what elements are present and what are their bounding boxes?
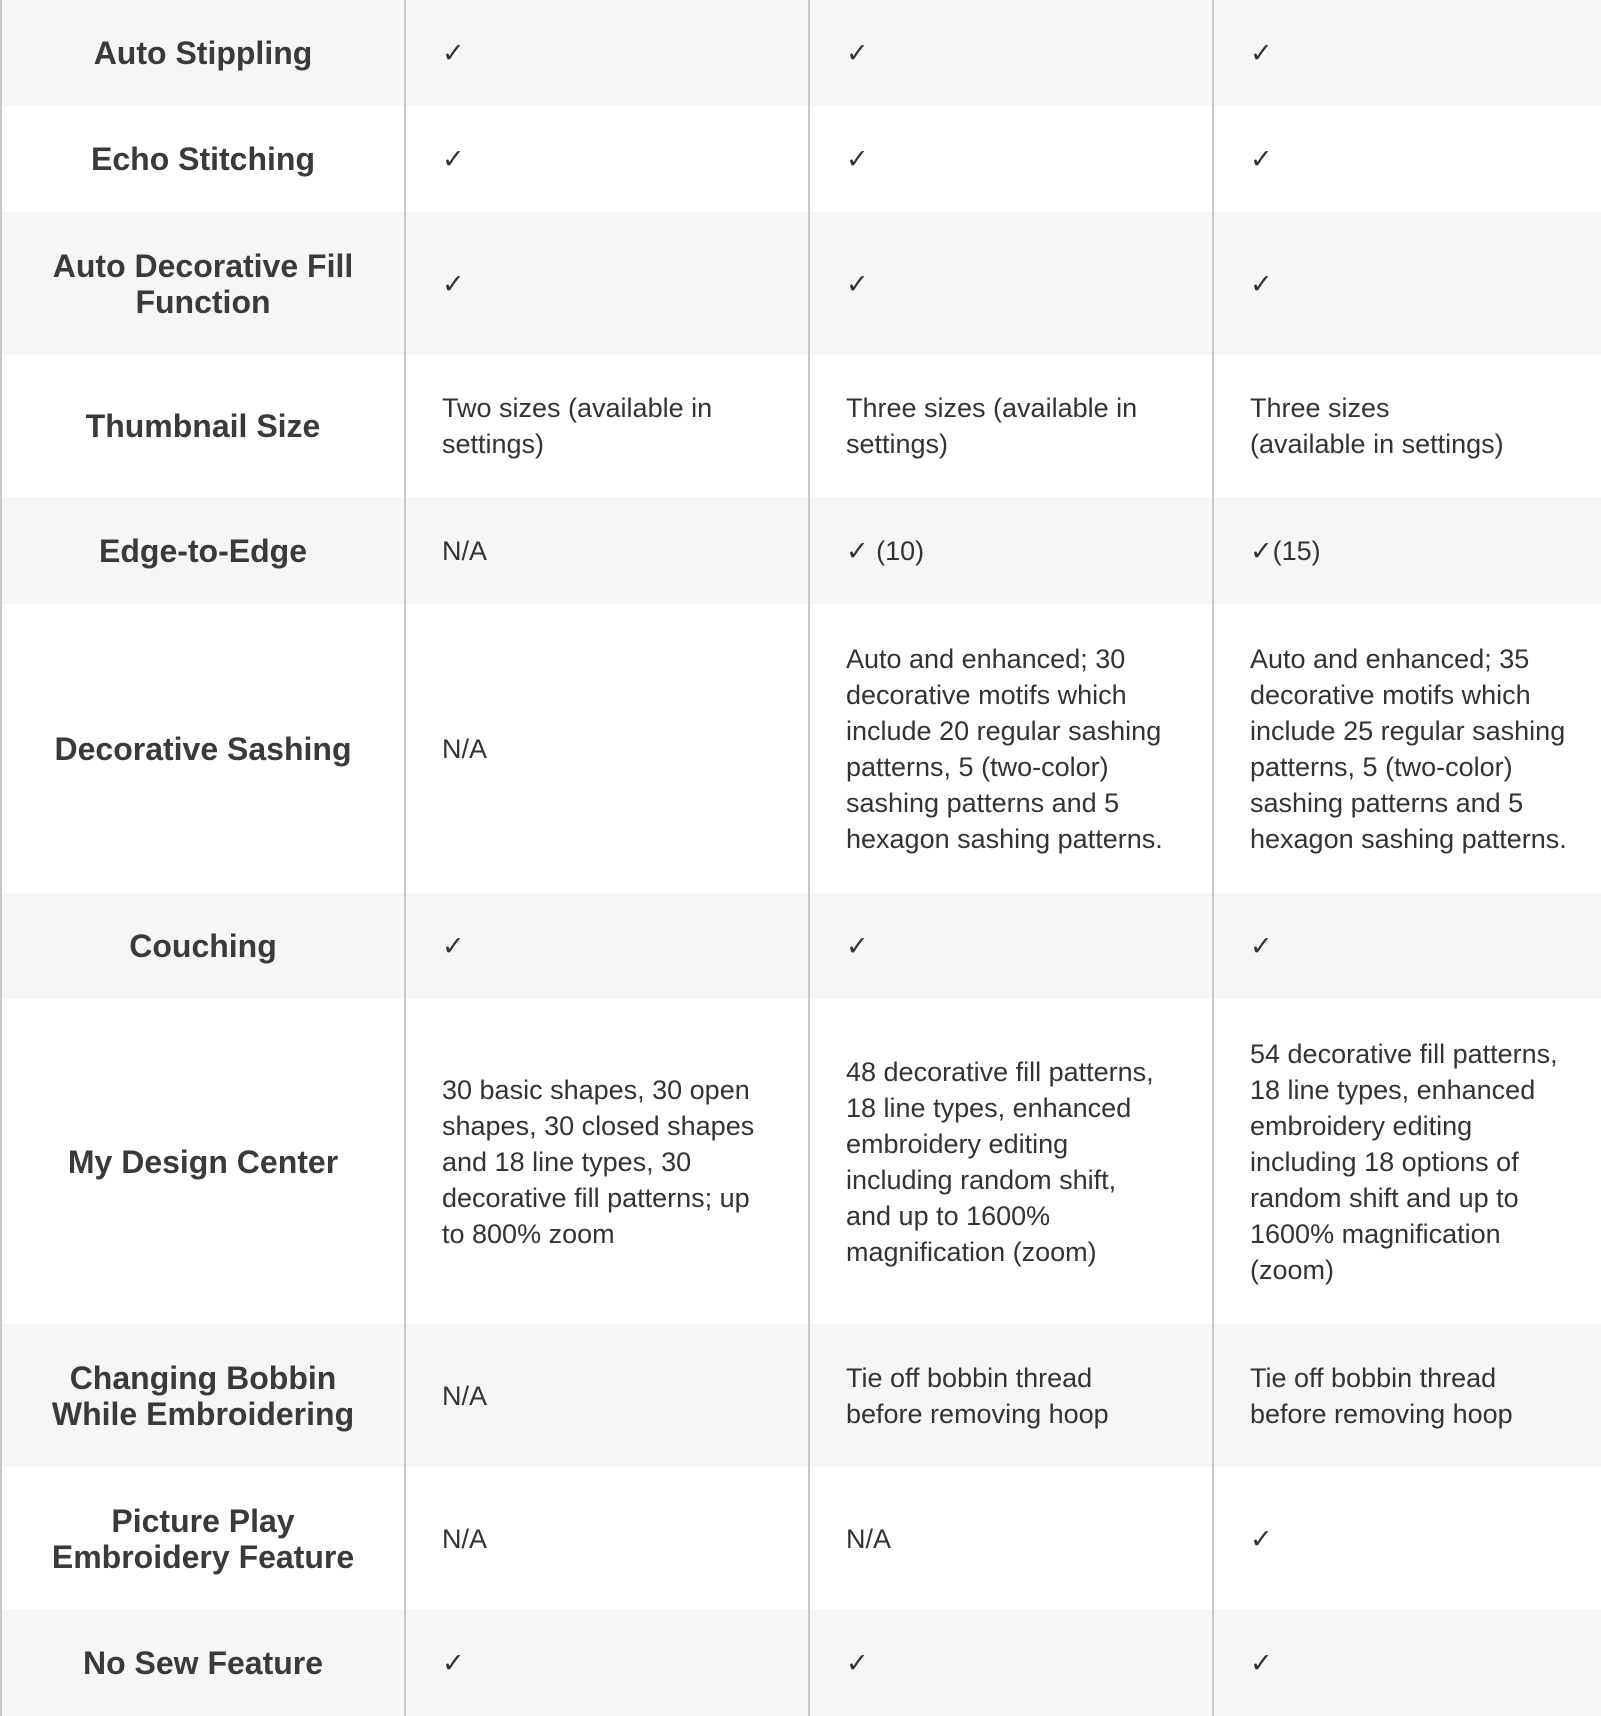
value-cell: ✓	[1250, 1648, 1273, 1678]
value-cell: ✓	[406, 893, 810, 999]
feature-name: Thumbnail Size	[2, 355, 406, 497]
table-row	[2, 1324, 1601, 1467]
feature-name: Changing Bobbin While Embroidering	[2, 1324, 406, 1467]
table-row	[2, 355, 1601, 497]
feature-name: Decorative Sashing	[2, 604, 406, 893]
feature-name: Auto Decorative Fill Function	[2, 212, 406, 355]
value-cell: Tie off bobbin thread before removing hoop	[810, 1324, 1214, 1467]
table-row	[2, 0, 1601, 106]
feature-name: Couching	[2, 893, 406, 999]
value-cell: ✓(15)	[1250, 535, 1321, 566]
value-cell: N/A	[406, 1324, 810, 1467]
value-cell: Three sizes (available in settings)	[1250, 393, 1504, 459]
feature-name: Edge-to-Edge	[2, 497, 406, 604]
feature-name: No Sew Feature	[2, 1610, 406, 1716]
value-cell: ✓	[406, 0, 810, 106]
value-cell: ✓	[810, 893, 1214, 999]
value-cell: 48 decorative fill patterns, 18 line types, enhanced embroidery editing including random shift, and up to 1600% magnification (zoom)	[810, 999, 1214, 1324]
value-cell: 30 basic shapes, 30 open shapes, 30 closed shapes and 18 line types, 30 decorative fill patterns; up to 800% zoom	[406, 999, 810, 1324]
value-cell: ✓ (10)	[810, 497, 1214, 604]
value-cell: ✓	[810, 0, 1214, 106]
value-cell: N/A	[406, 497, 810, 604]
value-cell: ✓	[1250, 268, 1273, 299]
table-row	[2, 604, 1601, 893]
table-row	[2, 212, 1601, 355]
value-cell: ✓	[406, 1610, 810, 1716]
table-row	[2, 999, 1601, 1324]
value-cell: 54 decorative fill patterns, 18 line types, enhanced embroidery editing including 18 options of random shift and up to 1600% magnification (zoom)	[1250, 1038, 1558, 1285]
value-cell: ✓	[810, 106, 1214, 212]
value-cell: Three sizes (available in settings)	[810, 355, 1214, 497]
value-cell: Tie off bobbin thread before removing hoop	[1250, 1362, 1513, 1429]
table-row	[2, 497, 1601, 604]
table-row	[2, 106, 1601, 212]
value-cell: Auto and enhanced; 35 decorative motifs which include 25 regular sashing patterns, 5 (two-color) sashing patterns and 5 hexagon sashing patterns.	[1250, 643, 1567, 854]
value-cell: ✓	[1250, 144, 1273, 174]
feature-name: Auto Stippling	[2, 0, 406, 106]
value-cell: ✓	[406, 212, 810, 355]
feature-name: Echo Stitching	[2, 106, 406, 212]
value-cell: Auto and enhanced; 30 decorative motifs which include 20 regular sashing patterns, 5 (two-color) sashing patterns and 5 hexagon sashing patterns.	[810, 604, 1214, 893]
value-cell: ✓	[810, 1610, 1214, 1716]
value-cell: ✓	[1250, 931, 1273, 961]
table-row	[2, 1467, 1601, 1610]
value-cell: N/A	[406, 604, 810, 893]
value-cell: ✓	[810, 212, 1214, 355]
value-cell: Two sizes (available in settings)	[406, 355, 810, 497]
feature-name: My Design Center	[2, 999, 406, 1324]
table-row	[2, 1610, 1601, 1716]
value-cell: N/A	[406, 1467, 810, 1610]
value-cell: ✓	[406, 106, 810, 212]
feature-name: Picture Play Embroidery Feature	[2, 1467, 406, 1610]
value-cell: N/A	[810, 1467, 1214, 1610]
value-cell: ✓	[1250, 1523, 1273, 1554]
value-cell: ✓	[1250, 38, 1273, 68]
table-row	[2, 893, 1601, 999]
